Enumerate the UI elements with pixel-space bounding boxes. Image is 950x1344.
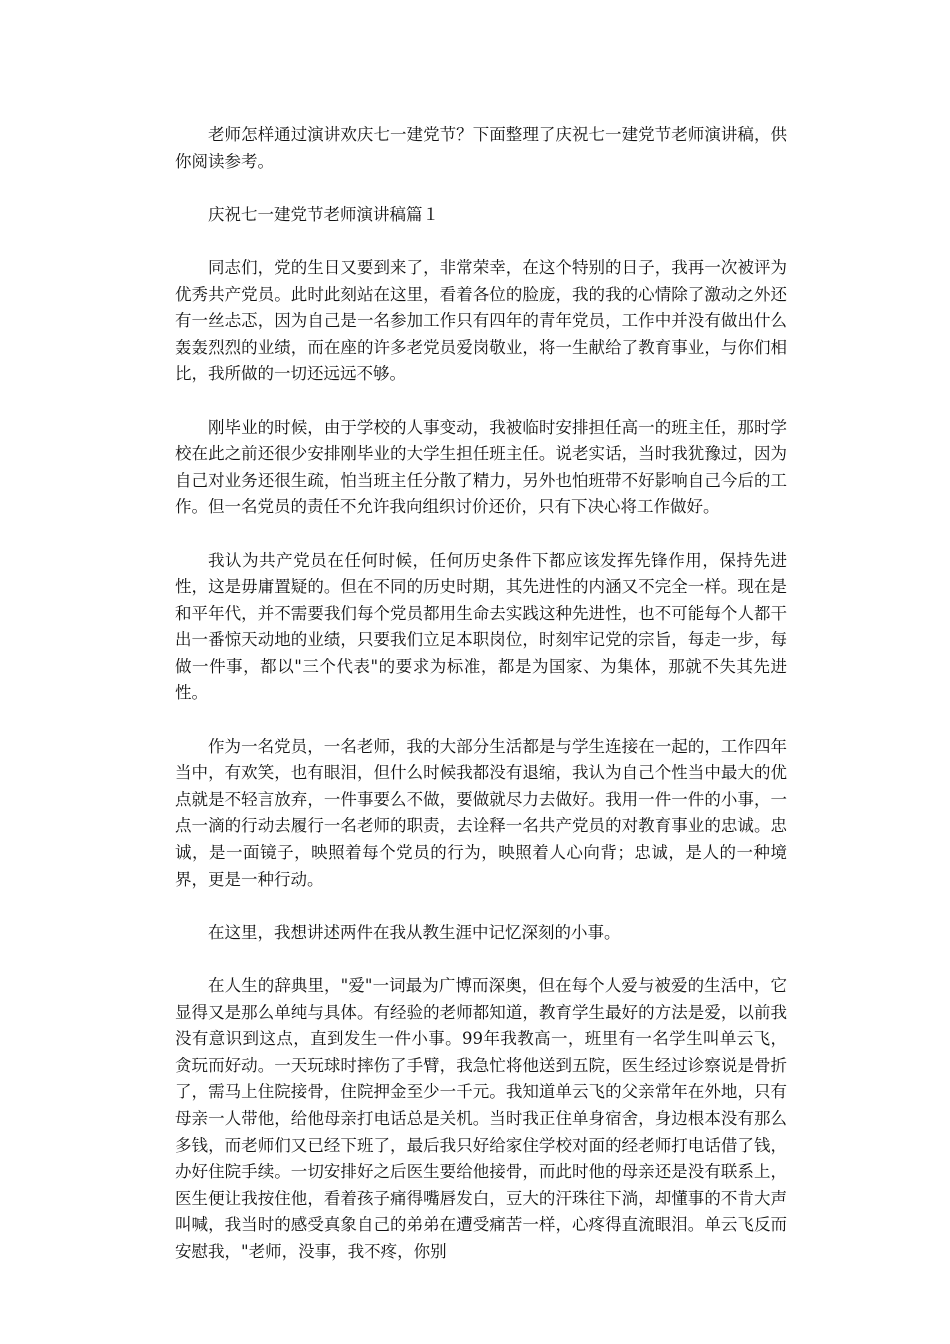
- body-paragraph-5: 在这里，我想讲述两件在我从教生涯中记忆深刻的小事。: [208, 922, 621, 942]
- body-paragraph-1: 同志们，党的生日又要到来了，非常荣幸，在这个特别的日子，我再一次被评为优秀共产党员。此时此刻站在这里，看着各位的脸庞，我的我的心情除了激动之外还有一丝忐忑，因为自己是一名参加工作只有四年的青年党员，工作中并没有做出什么轰轰烈烈的业绩，而在座的许多老党员爱岗敬业，将一生献给了教育事业，与你们相比，我所做的一切还远远不够。: [175, 257, 787, 384]
- body-paragraph-2: 刚毕业的时候，由于学校的人事变动，我被临时安排担任高一的班主任，那时学校在此之前还很少安排刚毕业的大学生担任班主任。说老实话，当时我犹豫过，因为自己对业务还很生疏，怕当班主任分散了精力，另外也怕班带不好影响自己今后的工作。但一名党员的责任不允许我向组织讨价还价，只有下决心将工作做好。: [175, 417, 787, 517]
- intro-paragraph: 老师怎样通过演讲欢庆七一建党节？下面整理了庆祝七一建党节老师演讲稿，供你阅读参考。: [175, 125, 787, 171]
- body-paragraph-4: 作为一名党员，一名老师，我的大部分生活都是与学生连接在一起的，工作四年当中，有欢笑，也有眼泪，但什么时候我都没有退缩，我认为自己个性当中最大的优点就是不轻言放弃，一件事要么不做，要做就尽力去做好。我用一件一件的小事，一点一滴的行动去履行一名老师的职责，去诠释一名共产党员的对教育事业的忠诚。忠诚，是一面镜子，映照着每个党员的行为，映照着人心向背；忠诚，是人的一种境界，更是一种行动。: [175, 736, 787, 889]
- body-paragraph-6: 在人生的辞典里，"爱"一词最为广博而深奥，但在每个人爱与被爱的生活中，它显得又是那么单纯与具体。有经验的老师都知道，教育学生最好的方法是爱，以前我没有意识到这点，直到发生一件小事。99年我教高一，班里有一名学生叫单云飞，贪玩而好动。一天玩球时摔伤了手臂，我急忙将他送到五院，医生经过诊察说是骨折了，需马上住院接骨，住院押金至少一千元。我知道单云飞的父亲常年在外地，只有母亲一人带他，给他母亲打电话总是关机。当时我正住单身宿舍，身边根本没有那么多钱，而老师们又已经下班了，最后我只好给家住学校对面的经老师打电话借了钱，办好住院手续。一切安排好之后医生要给他接骨，而此时他的母亲还是没有联系上，医生便让我按住他，看着孩子痛得嘴唇发白，豆大的汗珠往下淌，却懂事的不肯大声叫喊，我当时的感受真象自己的弟弟在遭受痛苦一样，心疼得直流眼泪。单云飞反而安慰我，"老师，没事，我不疼，你别: [175, 976, 787, 1261]
- document-body: [175, 122, 787, 1292]
- section-heading: 庆祝七一建党节老师演讲稿篇１: [208, 204, 439, 224]
- body-paragraph-3: 我认为共产党员在任何时候，任何历史条件下都应该发挥先锋作用，保持先进性，这是毋庸置疑的。但在不同的历史时期，其先进性的内涵又不完全一样。现在是和平年代，并不需要我们每个党员都用生命去实践这种先进性，也不可能每个人都干出一番惊天动地的业绩，只要我们立足本职岗位，时刻牢记党的宗旨，每走一步，每做一件事，都以"三个代表"的要求为标准，都是为国家、为集体，那就不失其先进性。: [175, 550, 787, 703]
